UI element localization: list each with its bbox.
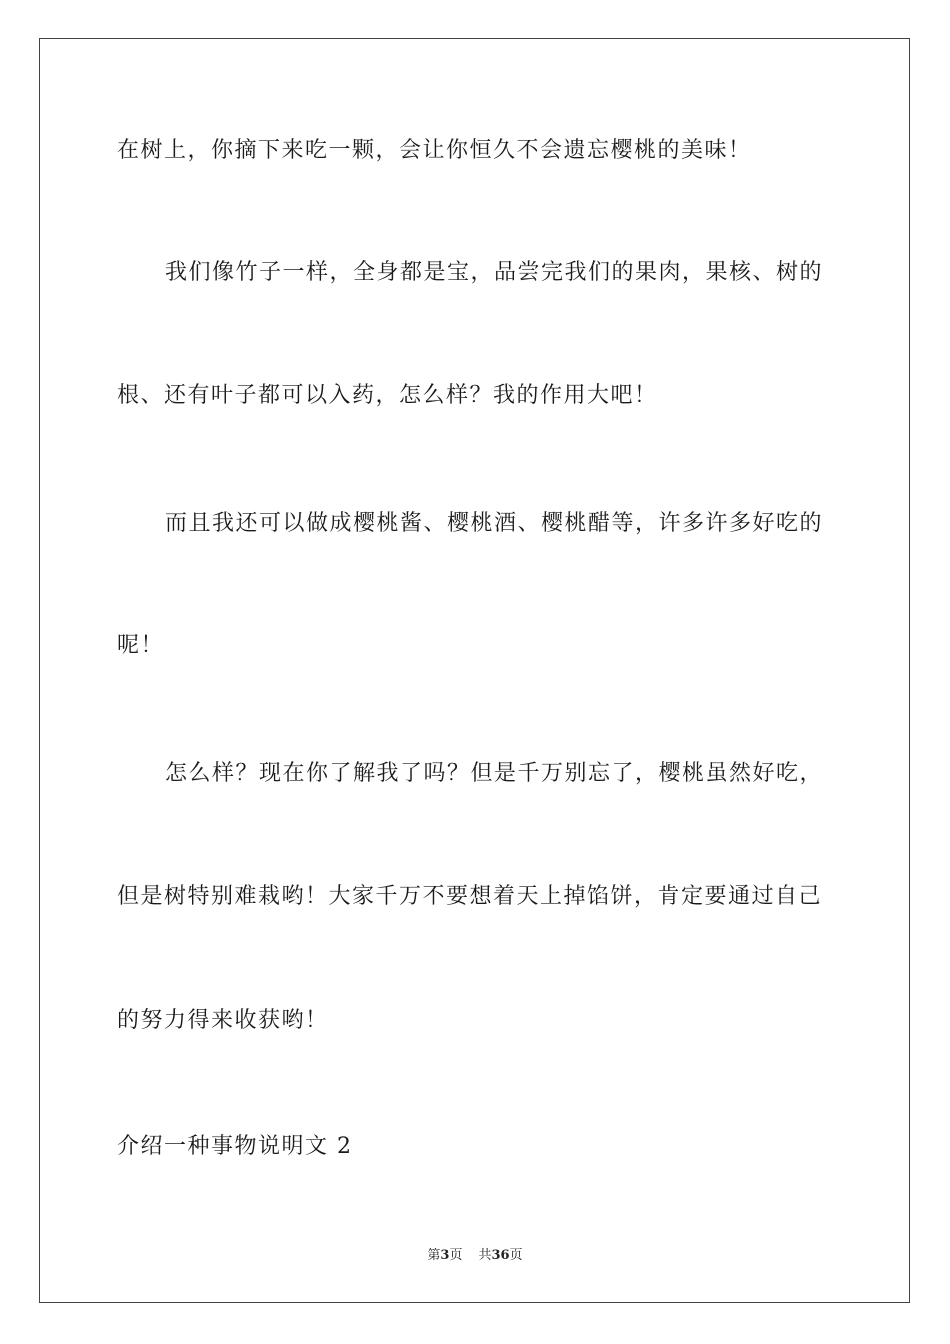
body-text-line: 但是树特别难栽哟！大家千万不要想着天上掉馅饼，肯定要通过自己	[117, 884, 823, 909]
body-text-line: 根、还有叶子都可以入药，怎么样？我的作用大吧！	[117, 383, 658, 408]
paragraph-first-line: 而且我还可以做成樱桃酱、樱桃酒、樱桃醋等，许多许多好吃的	[165, 511, 824, 536]
footer-page-number: 3	[440, 1248, 450, 1263]
footer-total-suffix: 页	[509, 1248, 523, 1263]
body-text-line: 的努力得来收获哟！	[117, 1008, 329, 1033]
body-text-line: 在树上，你摘下来吃一颗，会让你恒久不会遗忘樱桃的美味！	[117, 138, 752, 163]
footer-total-prefix: 共	[478, 1248, 492, 1263]
paragraph-first-line: 怎么样？现在你了解我了吗？但是千万别忘了，樱桃虽然好吃，	[165, 761, 824, 786]
footer-page-suffix: 页	[449, 1248, 463, 1263]
body-text-line: 呢！	[117, 633, 165, 658]
section-heading: 介绍一种事物说明文 2	[117, 1134, 353, 1159]
paragraph-first-line: 我们像竹子一样，全身都是宝，品尝完我们的果肉，果核、树的	[165, 260, 824, 285]
page-border	[39, 38, 910, 1303]
page-footer	[0, 1248, 950, 1264]
footer-total-pages: 36	[491, 1248, 510, 1263]
footer-page-prefix: 第	[427, 1248, 441, 1263]
